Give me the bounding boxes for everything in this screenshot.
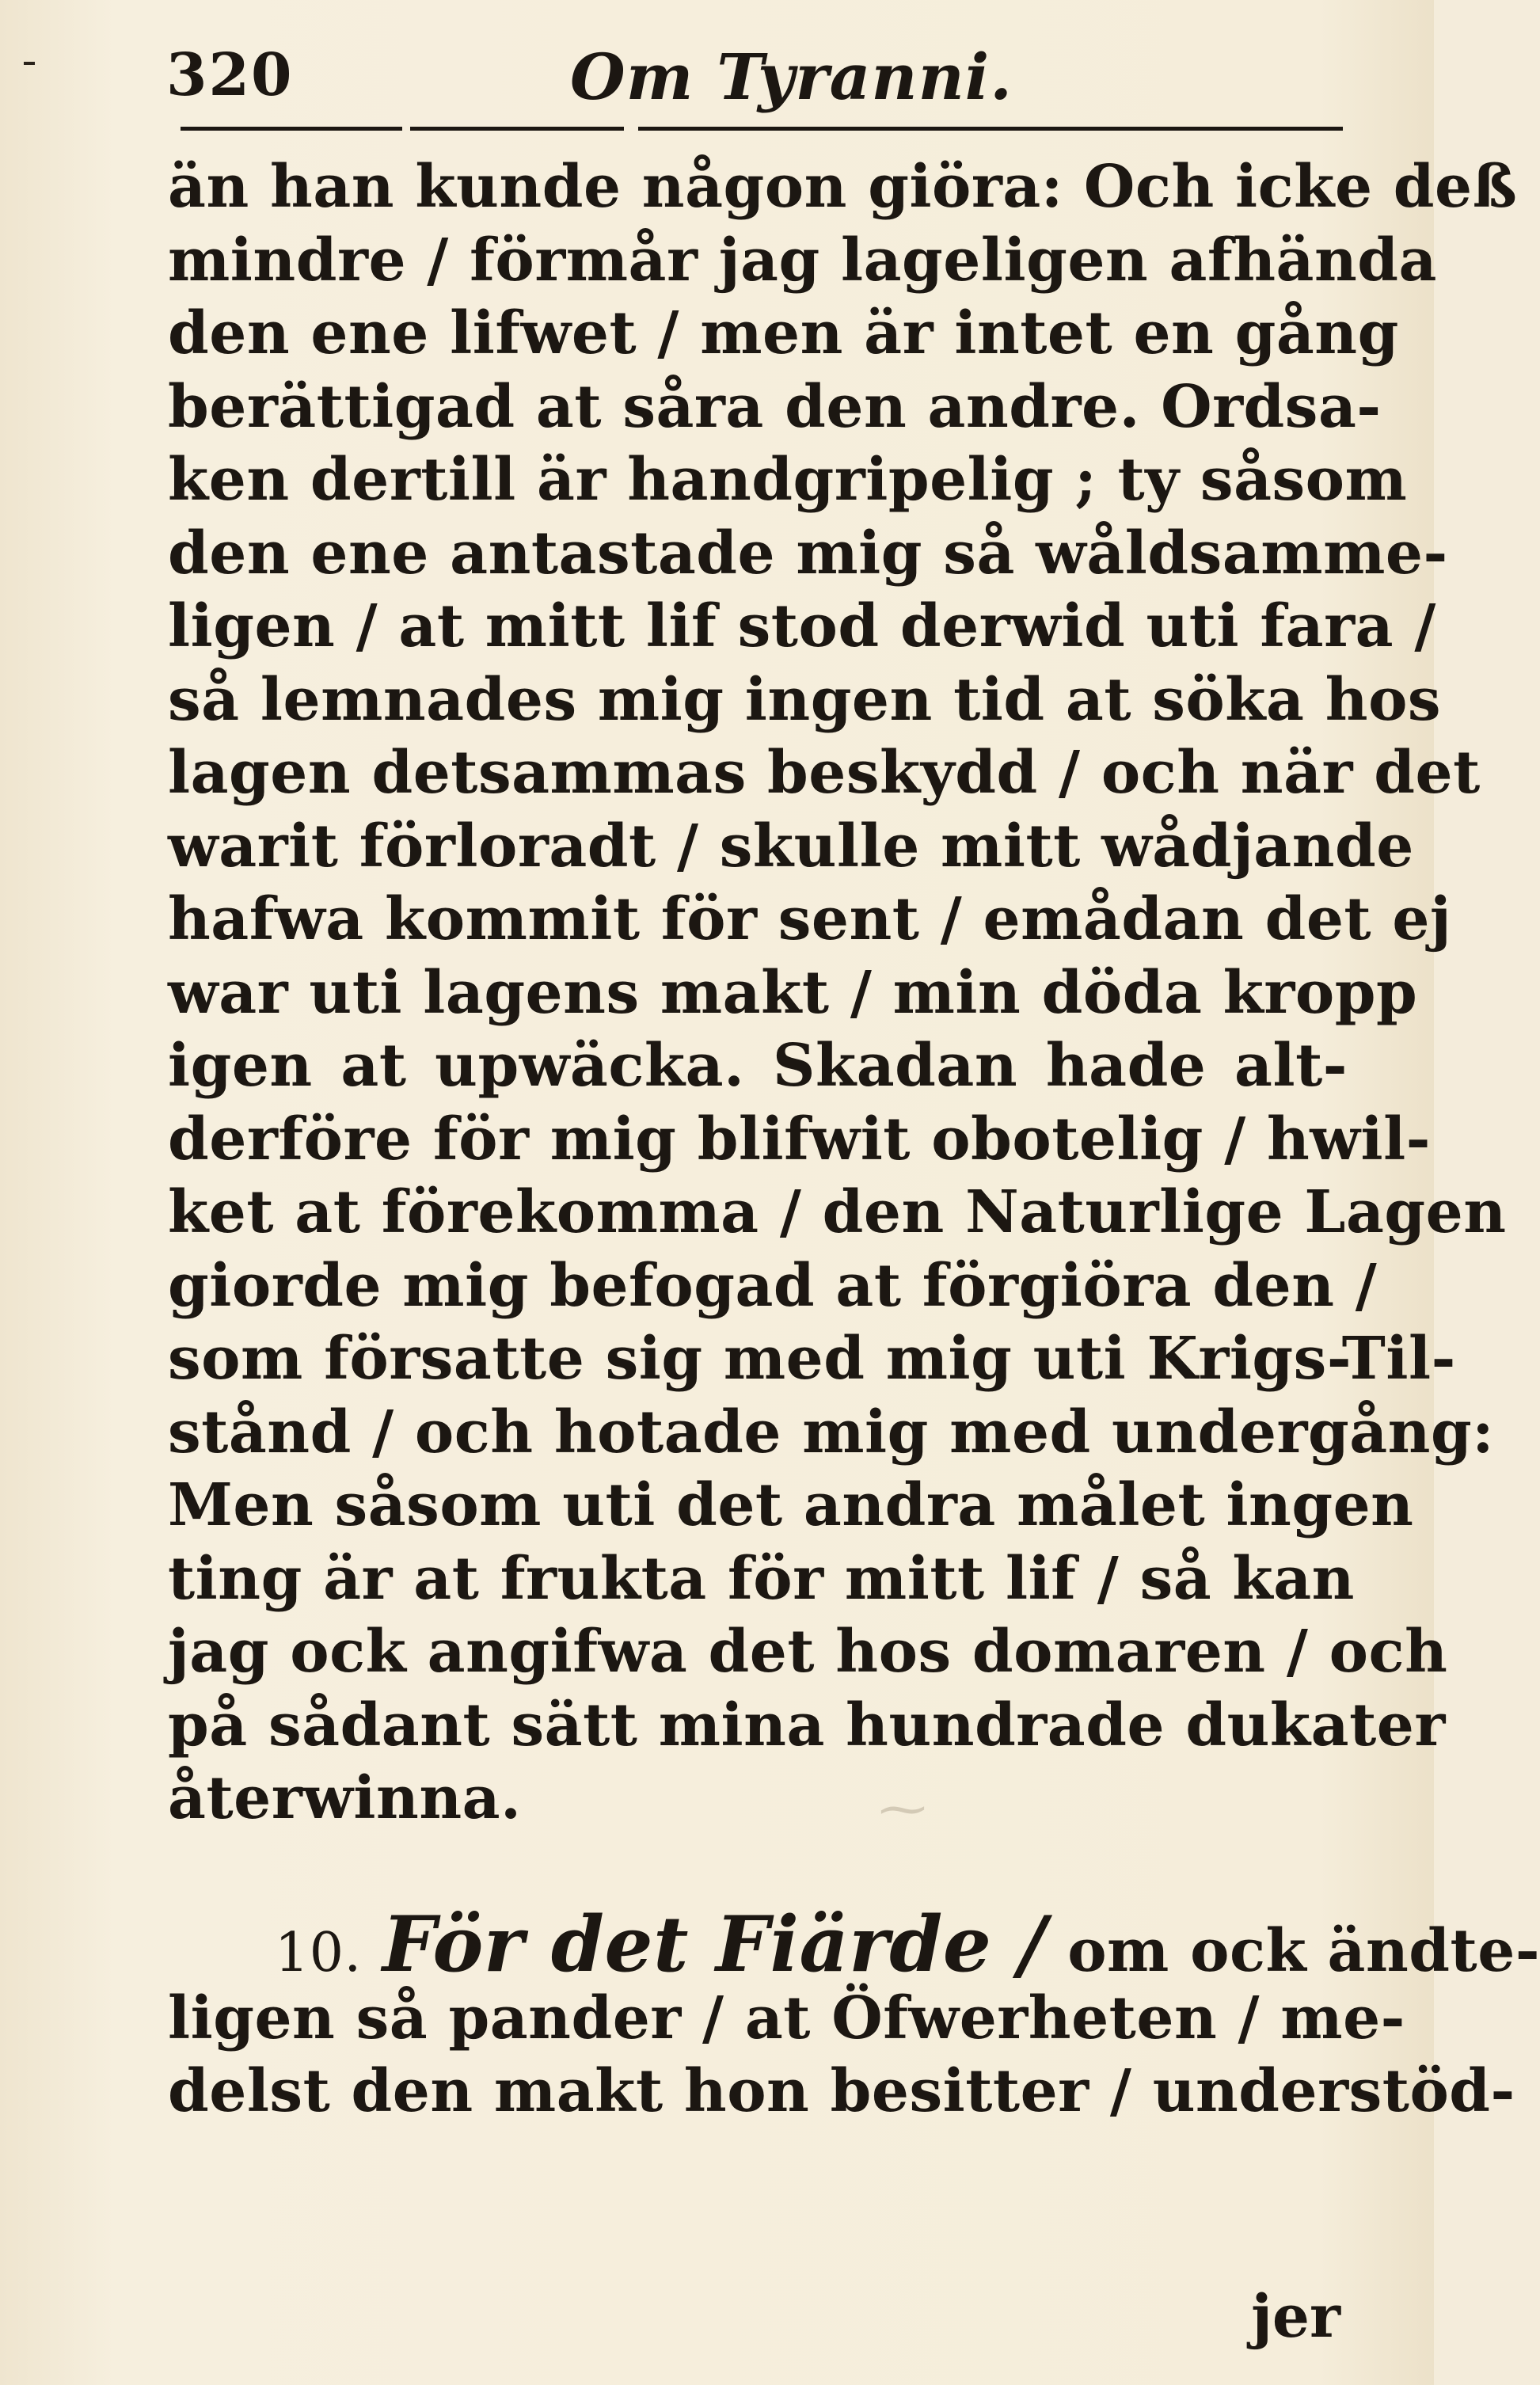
catchword: jer: [1251, 2283, 1340, 2351]
text-line: berättigad at såra den andre. Ordsa-: [168, 372, 1382, 441]
text-line: jag ock angifwa det hos domaren / och: [168, 1618, 1448, 1686]
text-line: ligen / at mitt lif stod derwid uti fara /: [168, 592, 1436, 660]
text-line: ting är at frukta för mitt lif / så kan: [168, 1544, 1355, 1613]
text-line: än han kunde någon giöra: Och icke deß: [168, 153, 1518, 221]
page-number: 320: [166, 41, 294, 109]
text-line: derföre för mig blifwit obotelig / hwil-: [168, 1105, 1431, 1173]
text-line: den ene antastade mig så wåldsamme-: [168, 519, 1448, 588]
text-line: war uti lagens makt / min döda kropp: [168, 958, 1418, 1027]
text-line: hafwa kommit för sent / emådan det ej: [168, 885, 1452, 953]
text-line: den ene lifwet / men är intet en gång: [168, 299, 1399, 367]
section-first-line: [168, 1900, 1540, 1989]
page-header: [166, 30, 1346, 117]
bleed-through-shadow: ⁓: [879, 1782, 926, 1837]
text-line: mindre / förmår jag lageligen afhända: [168, 226, 1437, 295]
header-rule-segment: [638, 127, 1343, 131]
text-line: Men såsom uti det andra målet ingen: [168, 1471, 1414, 1539]
text-line-last: återwinna.: [168, 1764, 522, 1832]
text-line: så lemnades mig ingen tid at söka hos: [168, 665, 1442, 734]
text-line: giorde mig befogad at förgiöra den /: [168, 1251, 1378, 1320]
text-line: ligen så pander / at Öfwerheten / me-: [168, 1984, 1405, 2052]
text-line: warit förloradt / skulle mitt wådjande: [168, 812, 1414, 881]
section-number: 10.: [275, 1922, 362, 1984]
header-rule-segment: [181, 127, 402, 131]
section-line-rest: om ock ändte-: [1067, 1917, 1540, 1985]
header-rule-segment: [410, 127, 624, 131]
section-10: [168, 1900, 1540, 2128]
text-line: stånd / och hotade mig med undergång:: [168, 1398, 1495, 1466]
text-line: delst den makt hon besitter / understöd-: [168, 2057, 1515, 2125]
text-line: ket at förekomma / den Naturlige Lagen: [168, 1178, 1507, 1246]
text-line: lagen detsammas beskydd / och när det: [168, 739, 1481, 807]
text-line: som försatte sig med mig uti Krigs-Til-: [168, 1325, 1456, 1393]
text-line: ken dertill är handgripelig ; ty såsom: [168, 446, 1408, 514]
body-text: [168, 150, 1518, 1835]
edge-mark: [24, 62, 35, 65]
text-line: på sådant sätt mina hundrade dukater: [168, 1691, 1446, 1759]
running-title: Om Tyranni.: [570, 40, 1013, 114]
section-heading: För det Fiärde /: [382, 1900, 1047, 1989]
text-line: igen at upwäcka. Skadan hade alt-: [168, 1032, 1348, 1100]
